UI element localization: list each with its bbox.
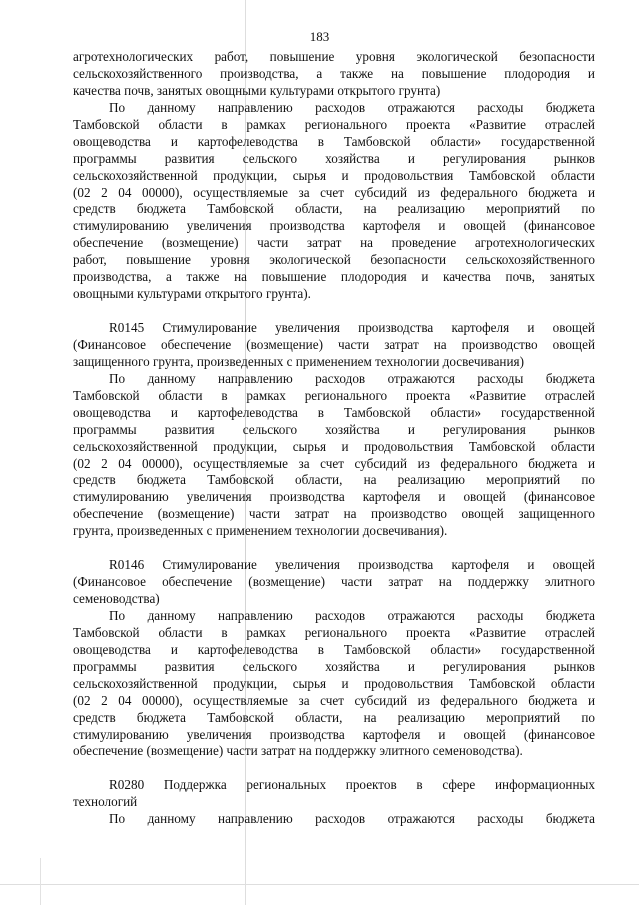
text-line: стимулированию увеличения производства картофеля и овощей (финансовое: [73, 218, 595, 234]
text-line: овощеводства и картофелеводства в Тамбовской области» государственной: [73, 641, 595, 657]
text-line: По данному направлению расходов отражаются расходы бюджета: [109, 607, 595, 623]
text-line: стимулированию увеличения производства картофеля и овощей (финансовое: [73, 726, 595, 742]
text-line: обеспечение (возмещение) части затрат на производство овощей защищенного: [73, 506, 595, 522]
text-line: защищенного грунта, произведенных с применением технологии досвечивания): [73, 353, 524, 369]
text-line: овощеводства и картофелеводства в Тамбовской области» государственной: [73, 404, 595, 420]
text-line: работ, повышение уровня экологической безопасности сельскохозяйственного: [73, 252, 595, 268]
text-line: По данному направлению расходов отражаются расходы бюджета: [109, 370, 595, 386]
text-line: (02 2 04 00000), осуществляемые за счет субсидий из федерального бюджета и: [73, 184, 595, 200]
text-line: средств бюджета Тамбовской области, на реализацию мероприятий по: [73, 201, 595, 217]
text-line: R0146 Стимулирование увеличения производства картофеля и овощей: [109, 557, 595, 573]
scan-corner-shadow: [40, 858, 41, 905]
text-line: обеспечение (возмещение) части затрат на поддержку элитного семеноводства).: [73, 743, 523, 759]
page-number: 183: [309, 29, 330, 44]
text-line: обеспечение (возмещение) части затрат на проведение агротехнологических: [73, 235, 595, 251]
text-line: По данному направлению расходов отражаются расходы бюджета: [109, 99, 595, 115]
text-line: овощеводства и картофелеводства в Тамбовской области» государственной: [73, 133, 595, 149]
text-line: качества почв, занятых овощными культурами открытого грунта): [73, 82, 441, 98]
text-line: средств бюджета Тамбовской области, на реализацию мероприятий по: [73, 472, 595, 488]
paragraph-gap: [73, 540, 595, 557]
text-line: программы развития сельского хозяйства и регулирования рынков: [73, 150, 595, 166]
text-line: (Финансовое обеспечение (возмещение) части затрат на производство овощей: [73, 336, 595, 352]
text-line: По данному направлению расходов отражаются расходы бюджета: [109, 811, 595, 827]
text-line: средств бюджета Тамбовской области, на реализацию мероприятий по: [73, 709, 595, 725]
text-line: сельскохозяйственной продукции, сырья и продовольствия Тамбовской области: [73, 167, 595, 183]
text-line: R0280 Поддержка региональных проектов в сфере информационных: [109, 777, 595, 793]
text-line: сельскохозяйственного производства, а также на повышение плодородия и: [73, 65, 595, 81]
text-line: агротехнологических работ, повышение уровня экологической безопасности: [73, 49, 595, 64]
text-line: семеноводства): [73, 591, 160, 606]
document-body: [73, 49, 595, 828]
text-line: R0145 Стимулирование увеличения производства картофеля и овощей: [109, 320, 595, 335]
text-line: технологий: [73, 794, 138, 810]
text-line: Тамбовской области в рамках регионального проекта «Развитие отраслей: [73, 624, 595, 640]
text-line: сельскохозяйственной продукции, сырья и продовольствия Тамбовской области: [73, 438, 595, 454]
text-line: (02 2 04 00000), осуществляемые за счет субсидий из федерального бюджета и: [73, 692, 595, 708]
text-line: программы развития сельского хозяйства и регулирования рынков: [73, 658, 595, 674]
text-line: Тамбовской области в рамках регионального проекта «Развитие отраслей: [73, 116, 595, 132]
text-line: овощными культурами открытого грунта).: [73, 286, 311, 302]
text-line: программы развития сельского хозяйства и регулирования рынков: [73, 421, 595, 437]
paragraph-gap: [73, 760, 595, 777]
paragraph-gap: [73, 303, 595, 320]
text-line: (02 2 04 00000), осуществляемые за счет субсидий из федерального бюджета и: [73, 455, 595, 471]
text-line: стимулированию увеличения производства картофеля и овощей (финансовое: [73, 489, 595, 505]
text-line: сельскохозяйственной продукции, сырья и продовольствия Тамбовской области: [73, 675, 595, 691]
text-line: производства, а также на повышение плодородия и качества почв, занятых: [73, 269, 595, 285]
text-line: (Финансовое обеспечение (возмещение) части затрат на поддержку элитного: [73, 574, 595, 590]
text-line: грунта, произведенных с применением технологии досвечивания).: [73, 523, 448, 539]
text-line: Тамбовской области в рамках регионального проекта «Развитие отраслей: [73, 387, 595, 403]
scan-edge-shadow: [0, 884, 639, 885]
